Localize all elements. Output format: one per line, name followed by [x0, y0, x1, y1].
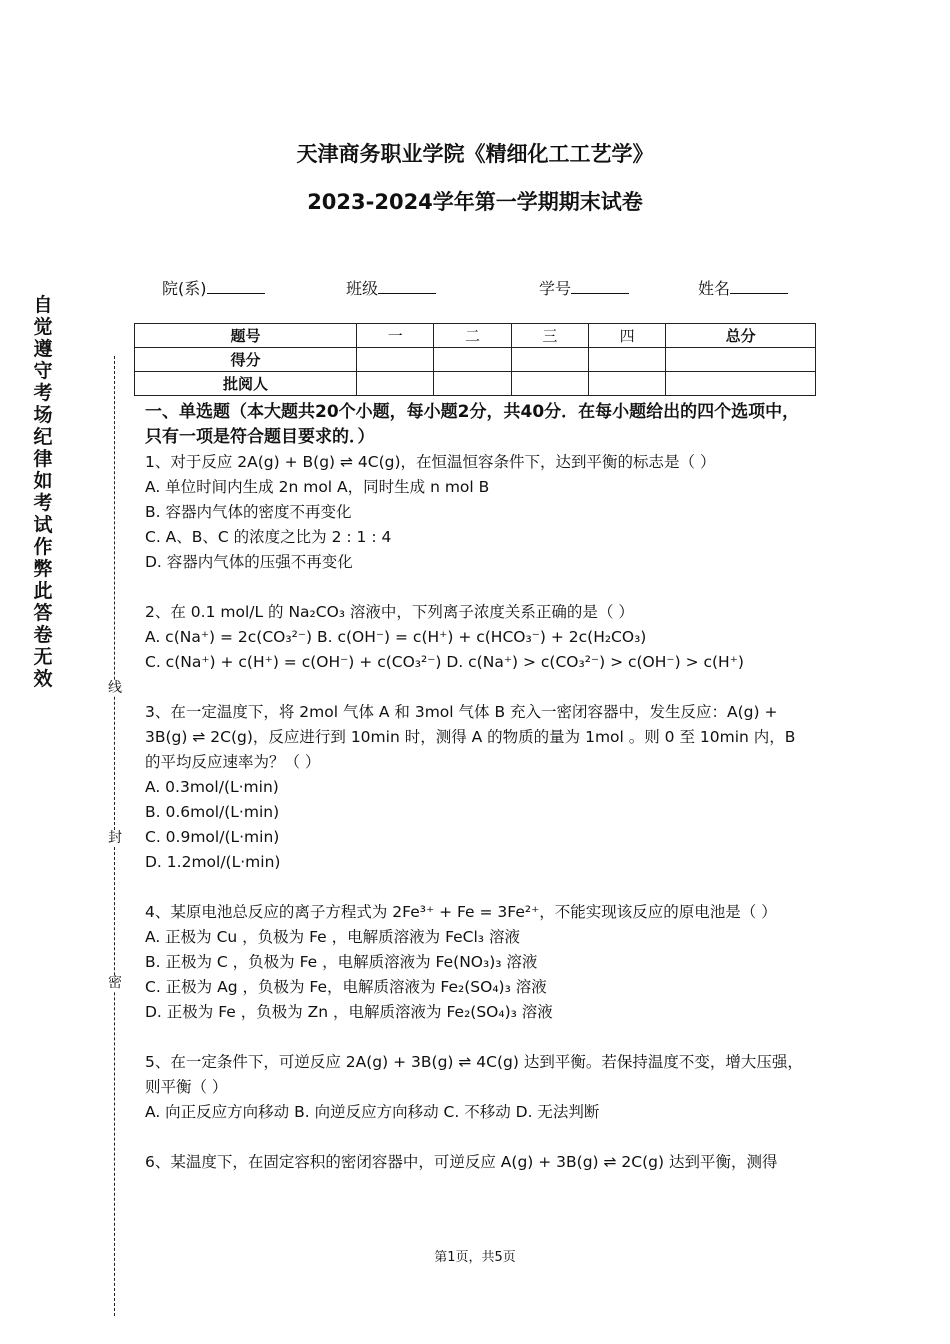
grader-cell[interactable] — [511, 372, 588, 396]
class-label: 班级 — [346, 279, 379, 298]
question-block — [145, 1150, 815, 1175]
exam-discipline-notice — [30, 294, 56, 690]
grader-cell[interactable] — [357, 372, 434, 396]
page-footer: 第1页，共5页 — [434, 1250, 516, 1265]
answer-option[interactable]: A. 0.3mol/(L·min) — [145, 778, 279, 796]
class-blank[interactable] — [378, 279, 436, 294]
answer-option[interactable]: D. 正极为 Fe ，负极为 Zn ，电解质溶液为 Fe₂(SO₄)₃ 溶液 — [145, 1003, 553, 1021]
notice-char: 弊 — [33, 558, 53, 580]
student-id-field[interactable] — [539, 276, 629, 299]
student-id-blank[interactable] — [571, 279, 629, 294]
score-table-header-row — [135, 324, 816, 348]
binding-label-secret: 密 — [108, 975, 122, 991]
score-header-cell: 题号 — [135, 324, 357, 348]
notice-char: 如 — [33, 470, 53, 492]
question-stem: 6、某温度下，在固定容积的密闭容器中，可逆反应 A(g) + 3B(g) ⇌ 2C(g) 达到平衡，测得 — [145, 1153, 778, 1171]
question-stem: 1、对于反应 2A(g) + B(g) ⇌ 4C(g)，在恒温恒容条件下，达到平衡的标志是（ ） — [145, 453, 716, 471]
score-cell[interactable] — [357, 348, 434, 372]
name-field[interactable] — [698, 276, 788, 299]
question-spacer — [145, 1125, 815, 1150]
notice-char: 此 — [33, 580, 53, 602]
score-cell[interactable] — [511, 348, 588, 372]
answer-option[interactable]: C. c(Na⁺) + c(H⁺) = c(OH⁻) + c(CO₃²⁻) D. c(Na⁺) > c(CO₃²⁻) > c(OH⁻) > c(H⁺) — [145, 653, 744, 671]
question-stem: 5、在一定条件下，可逆反应 2A(g) + 3B(g) ⇌ 4C(g) 达到平衡。若保持温度不变，增大压强，则平衡（ ） — [145, 1053, 803, 1096]
question-spacer — [145, 1025, 815, 1050]
notice-char: 试 — [33, 514, 53, 536]
notice-char: 考 — [33, 492, 53, 514]
student-id-label: 学号 — [539, 279, 572, 298]
score-row — [135, 348, 816, 372]
notice-char: 考 — [33, 382, 53, 404]
notice-char: 守 — [33, 360, 53, 382]
class-field[interactable] — [346, 276, 436, 299]
answer-option[interactable]: A. 正极为 Cu ，负极为 Fe ，电解质溶液为 FeCl₃ 溶液 — [145, 928, 520, 946]
score-cell[interactable] — [434, 348, 511, 372]
department-label: 院(系) — [162, 279, 207, 298]
department-field[interactable] — [162, 276, 265, 299]
notice-char: 作 — [33, 536, 53, 558]
notice-char: 卷 — [33, 624, 53, 646]
score-cell[interactable] — [588, 348, 665, 372]
notice-char: 纪 — [33, 426, 53, 448]
question-block — [145, 450, 815, 575]
answer-option[interactable]: D. 容器内气体的压强不再变化 — [145, 553, 353, 571]
name-label: 姓名 — [698, 279, 731, 298]
exam-content — [145, 400, 815, 1175]
question-list — [145, 450, 815, 1175]
question-block — [145, 900, 815, 1025]
question-spacer — [145, 675, 815, 700]
score-header-cell: 一 — [357, 324, 434, 348]
answer-option[interactable]: B. 正极为 C ，负极为 Fe ，电解质溶液为 Fe(NO₃)₃ 溶液 — [145, 953, 538, 971]
question-stem: 2、在 0.1 mol/L 的 Na₂CO₃ 溶液中，下列离子浓度关系正确的是（ ） — [145, 603, 634, 621]
answer-option[interactable]: B. 0.6mol/(L·min) — [145, 803, 280, 821]
section-heading: 一、单选题（本大题共20个小题，每小题2分，共40分．在每小题给出的四个选项中，只有一项是符合题目要求的．） — [145, 402, 800, 447]
binding-label-line: 线 — [108, 680, 122, 696]
question-stem: 3、在一定温度下，将 2mol 气体 A 和 3mol 气体 B 充入一密闭容器中，发生反应：A(g) + 3B(g) ⇌ 2C(g)，反应进行到 10min 时，测得 A 的物质的量为 1mol 。则 0 至 10min 内，B 的平均反应速率为？（ ） — [145, 703, 796, 771]
grader-cell[interactable] — [434, 372, 511, 396]
score-header-cell: 二 — [434, 324, 511, 348]
score-cell[interactable] — [666, 348, 816, 372]
score-header-cell: 总分 — [666, 324, 816, 348]
notice-char: 场 — [33, 404, 53, 426]
answer-option[interactable]: C. 正极为 Ag ，负极为 Fe，电解质溶液为 Fe₂(SO₄)₃ 溶液 — [145, 978, 547, 996]
grader-row — [135, 372, 816, 396]
question-block — [145, 1050, 815, 1125]
question-block — [145, 600, 815, 675]
department-blank[interactable] — [207, 279, 265, 294]
score-row-label: 得分 — [135, 348, 357, 372]
answer-option[interactable]: A. c(Na⁺) = 2c(CO₃²⁻) B. c(OH⁻) = c(H⁺) + c(HCO₃⁻) + 2c(H₂CO₃) — [145, 628, 647, 646]
grader-cell[interactable] — [588, 372, 665, 396]
score-header-cell: 三 — [511, 324, 588, 348]
answer-option[interactable]: A. 单位时间内生成 2n mol A，同时生成 n mol B — [145, 478, 490, 496]
answer-option[interactable]: D. 1.2mol/(L·min) — [145, 853, 281, 871]
grader-row-label: 批阅人 — [135, 372, 357, 396]
question-block — [145, 700, 815, 875]
binding-label-seal: 封 — [108, 830, 122, 846]
notice-char: 遵 — [33, 338, 53, 360]
notice-char: 律 — [33, 448, 53, 470]
exam-title: 天津商务职业学院《精细化工工艺学》 — [296, 142, 654, 166]
notice-char: 觉 — [33, 316, 53, 338]
question-stem: 4、某原电池总反应的离子方程式为 2Fe³⁺ + Fe = 3Fe²⁺，不能实现该反应的原电池是（ ） — [145, 903, 777, 921]
notice-char: 自 — [33, 294, 53, 316]
exam-subtitle: 2023-2024学年第一学期期末试卷 — [307, 190, 643, 214]
answer-option[interactable]: C. A、B、C 的浓度之比为 2 : 1 : 4 — [145, 528, 392, 546]
answer-option[interactable]: A. 向正反应方向移动 B. 向逆反应方向移动 C. 不移动 D. 无法判断 — [145, 1103, 600, 1121]
question-spacer — [145, 875, 815, 900]
notice-char: 无 — [33, 646, 53, 668]
name-blank[interactable] — [730, 279, 788, 294]
notice-char: 效 — [33, 668, 53, 690]
score-table — [134, 323, 816, 396]
answer-option[interactable]: B. 容器内气体的密度不再变化 — [145, 503, 352, 521]
question-spacer — [145, 575, 815, 600]
notice-char: 答 — [33, 602, 53, 624]
answer-option[interactable]: C. 0.9mol/(L·min) — [145, 828, 280, 846]
grader-cell[interactable] — [666, 372, 816, 396]
score-header-cell: 四 — [588, 324, 665, 348]
